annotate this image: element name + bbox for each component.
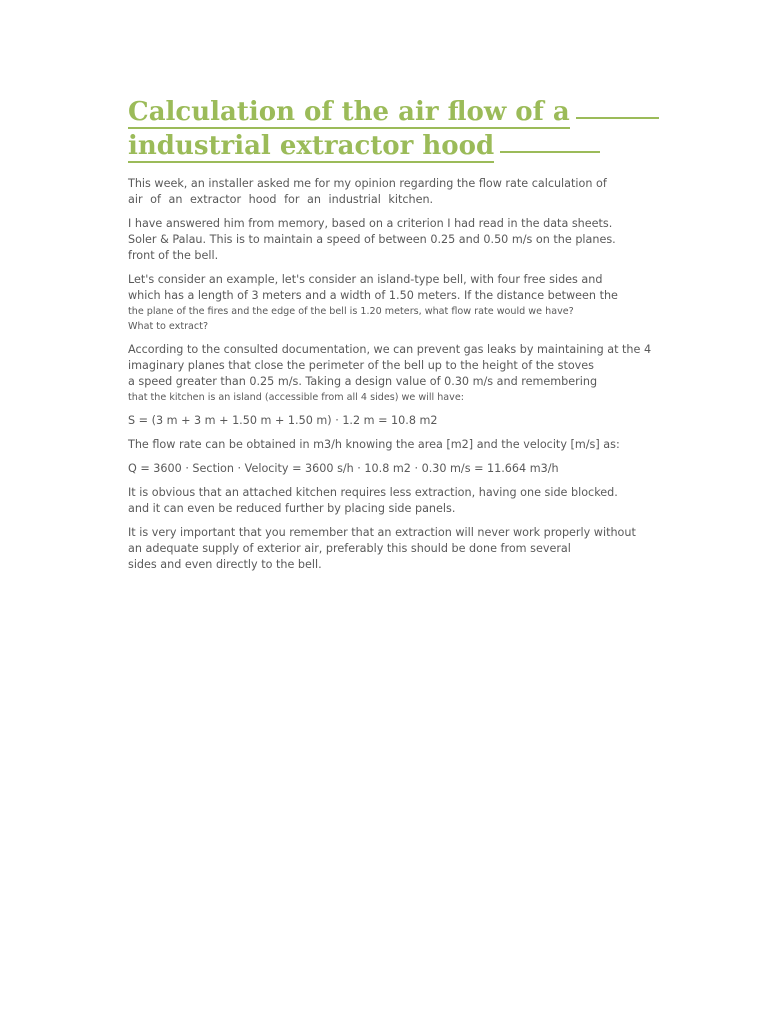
paragraph-3-line-2: which has a length of 3 meters and a width of 1.50 meters. If the distance between the xyxy=(128,289,618,302)
formula-flow-rate xyxy=(128,461,648,477)
paragraph-1-line-1: This week, an installer asked me for my opinion regarding the flow rate calculation of xyxy=(128,177,607,190)
paragraph-1-line-2: air of an extractor hood for an industrial kitchen. xyxy=(128,193,434,206)
paragraph-6 xyxy=(128,485,648,517)
paragraph-5 xyxy=(128,437,648,453)
paragraph-2-line-2: Soler & Palau. This is to maintain a speed of between 0.25 and 0.50 m/s on the planes. xyxy=(128,233,616,246)
paragraph-4-line-2: imaginary planes that close the perimeter of the bell up to the height of the stoves xyxy=(128,359,595,372)
paragraph-4 xyxy=(128,342,652,405)
formula-surface xyxy=(128,413,648,429)
document-title xyxy=(128,95,648,163)
paragraph-6-line-2: and it can even be reduced further by placing side panels. xyxy=(128,502,456,515)
paragraph-2 xyxy=(128,216,648,264)
paragraph-4-line-1: According to the consulted documentation, we can prevent gas leaks by maintaining at the 4 xyxy=(128,343,652,356)
title-line-2-text: industrial extractor hood xyxy=(128,131,495,161)
paragraph-6-line-1: It is obvious that an attached kitchen requires less extraction, having one side blocked. xyxy=(128,486,618,499)
paragraph-3-line-3: the plane of the fires and the edge of the bell is 1.20 meters, what flow rate would we have? xyxy=(128,306,574,317)
paragraph-7-line-2: an adequate supply of exterior air, preferably this should be done from several xyxy=(128,542,571,555)
paragraph-2-line-3: front of the bell. xyxy=(128,249,219,262)
title-line-1-text: Calculation of the air flow of a xyxy=(128,97,570,127)
title-line-1 xyxy=(128,95,648,129)
paragraph-1 xyxy=(128,176,648,208)
document-page xyxy=(128,95,652,581)
formula-flow-rate-text: Q = 3600 · Section · Velocity = 3600 s/h · 10.8 m2 · 0.30 m/s = 11.664 m3/h xyxy=(128,462,559,475)
paragraph-2-line-1: I have answered him from memory, based on a criterion I had read in the data sheets. xyxy=(128,217,613,230)
paragraph-4-line-3: a speed greater than 0.25 m/s. Taking a design value of 0.30 m/s and remembering xyxy=(128,375,598,388)
paragraph-3-line-4: What to extract? xyxy=(128,321,209,332)
paragraph-7-line-1: It is very important that you remember that an extraction will never work properly without xyxy=(128,526,636,539)
paragraph-3 xyxy=(128,272,648,334)
paragraph-4-line-4: that the kitchen is an island (accessible from all 4 sides) we will have: xyxy=(128,392,464,403)
paragraph-7 xyxy=(128,525,648,573)
document-body xyxy=(128,176,652,573)
paragraph-7-line-3: sides and even directly to the bell. xyxy=(128,558,322,571)
title-line-2 xyxy=(128,129,648,163)
formula-surface-text: S = (3 m + 3 m + 1.50 m + 1.50 m) · 1.2 m = 10.8 m2 xyxy=(128,414,438,427)
paragraph-5-line-1: The flow rate can be obtained in m3/h knowing the area [m2] and the velocity [m/s] as: xyxy=(128,438,620,451)
paragraph-3-line-1: Let's consider an example, let's consider an island-type bell, with four free sides and xyxy=(128,273,603,286)
title-underline-1 xyxy=(576,117,659,119)
title-underline-2 xyxy=(500,151,600,153)
